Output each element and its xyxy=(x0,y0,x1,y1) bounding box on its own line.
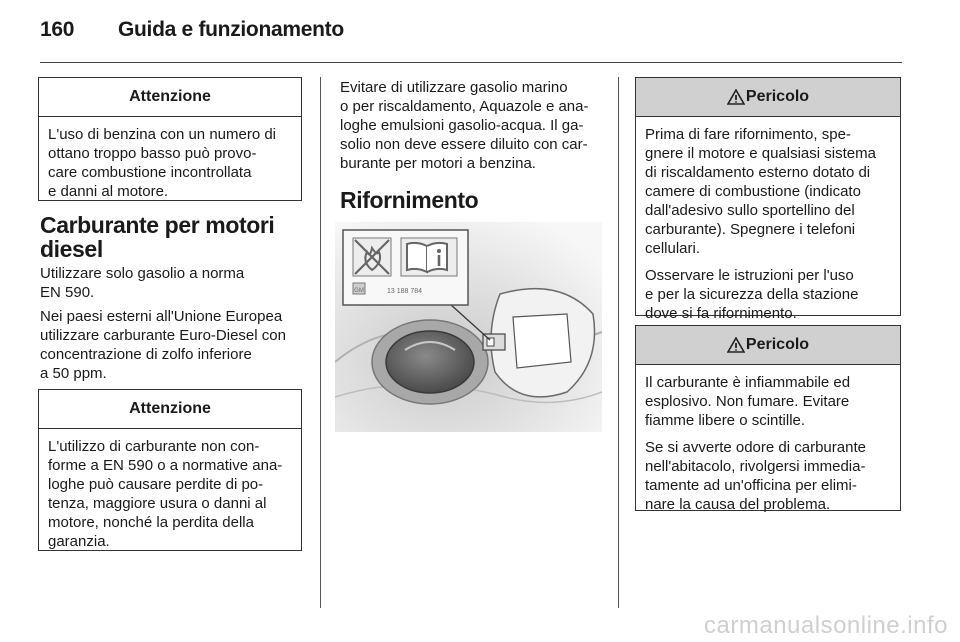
danger-box-body: Il carburante è infiammabile ed esplosivo. Non fumare. Evitare fiamme libere o scintille. Se si avverte odore di carburante nell'abitacolo, rivolgersi immedia- tamente ad un'officina per elimi- nare la causa del problema. xyxy=(645,374,866,513)
column-divider-right xyxy=(618,77,619,608)
paragraph-marine-diesel: Evitare di utilizzare gasolio marino o per riscaldamento, Aquazole e ana- loghe emulsioni gasolio-acqua. Il ga- solio non deve essere diluito con car- burante per motori a benzina. xyxy=(340,79,589,172)
flap-sticker xyxy=(513,314,571,368)
fuel-flap-drawing xyxy=(335,222,602,432)
warning-triangle-icon xyxy=(727,337,745,353)
section-title: Guida e funzionamento xyxy=(118,18,344,41)
paragraph-non-eu: Nei paesi esterni all'Unione Europea utilizzare carburante Euro-Diesel con concentrazione di zolfo inferiore a 50 ppm. xyxy=(40,308,286,382)
attention-box-title: Attenzione xyxy=(39,390,301,429)
attention-box-en590 xyxy=(38,389,302,551)
no-open-flame-icon xyxy=(353,238,391,276)
warning-triangle-icon xyxy=(727,89,745,105)
fuel-cap xyxy=(386,331,474,393)
danger-box-refuel xyxy=(635,77,901,322)
heading-diesel: Carburante per motori diesel xyxy=(40,212,275,262)
figure-code: 13 188 784 xyxy=(387,288,423,295)
danger-box-header xyxy=(636,326,900,365)
attention-box-body: L'uso di benzina con un numero di ottano troppo basso può provo- care combustione incontrollata e danni al motore. xyxy=(48,126,277,200)
page-number: 160 xyxy=(40,18,75,41)
paragraph-en590: Utilizzare solo gasolio a norma EN 590. xyxy=(40,265,245,301)
danger-box-header xyxy=(636,78,900,117)
diesel-paragraphs xyxy=(40,264,320,388)
danger-box-flammable xyxy=(635,325,901,511)
danger-box-body: Prima di fare rifornimento, spe- gnere il motore e qualsiasi sistema di riscaldamento esterno dotato di camere di combustione (indicato dall'adesivo sullo sportellino del carburante). Spegnere i telefoni cellulari. Osservare le istruzioni per l'uso e per la sicurezza della stazione dove si fa rifornimento. xyxy=(645,126,876,322)
page-header xyxy=(40,14,920,54)
attention-box-title: Attenzione xyxy=(39,78,301,117)
attention-box-petrol xyxy=(38,77,302,201)
danger-box-title: Pericolo xyxy=(745,88,810,105)
label-logo: GM xyxy=(354,288,364,294)
owners-manual-icon xyxy=(401,238,457,276)
fuel-flap-illustration xyxy=(335,222,602,432)
heading-refuelling: Rifornimento xyxy=(340,187,479,213)
column-divider-left xyxy=(320,77,321,608)
attention-box-body: L'utilizzo di carburante non con- forme a EN 590 o a normative ana- loghe può causare perdite di po- tenza, maggiore usura o danni al motore, nonché la perdita della garanzia. xyxy=(48,438,283,550)
header-divider xyxy=(40,62,902,63)
danger-box-title: Pericolo xyxy=(745,336,810,353)
watermark: carmanualsonline.info xyxy=(704,612,948,639)
